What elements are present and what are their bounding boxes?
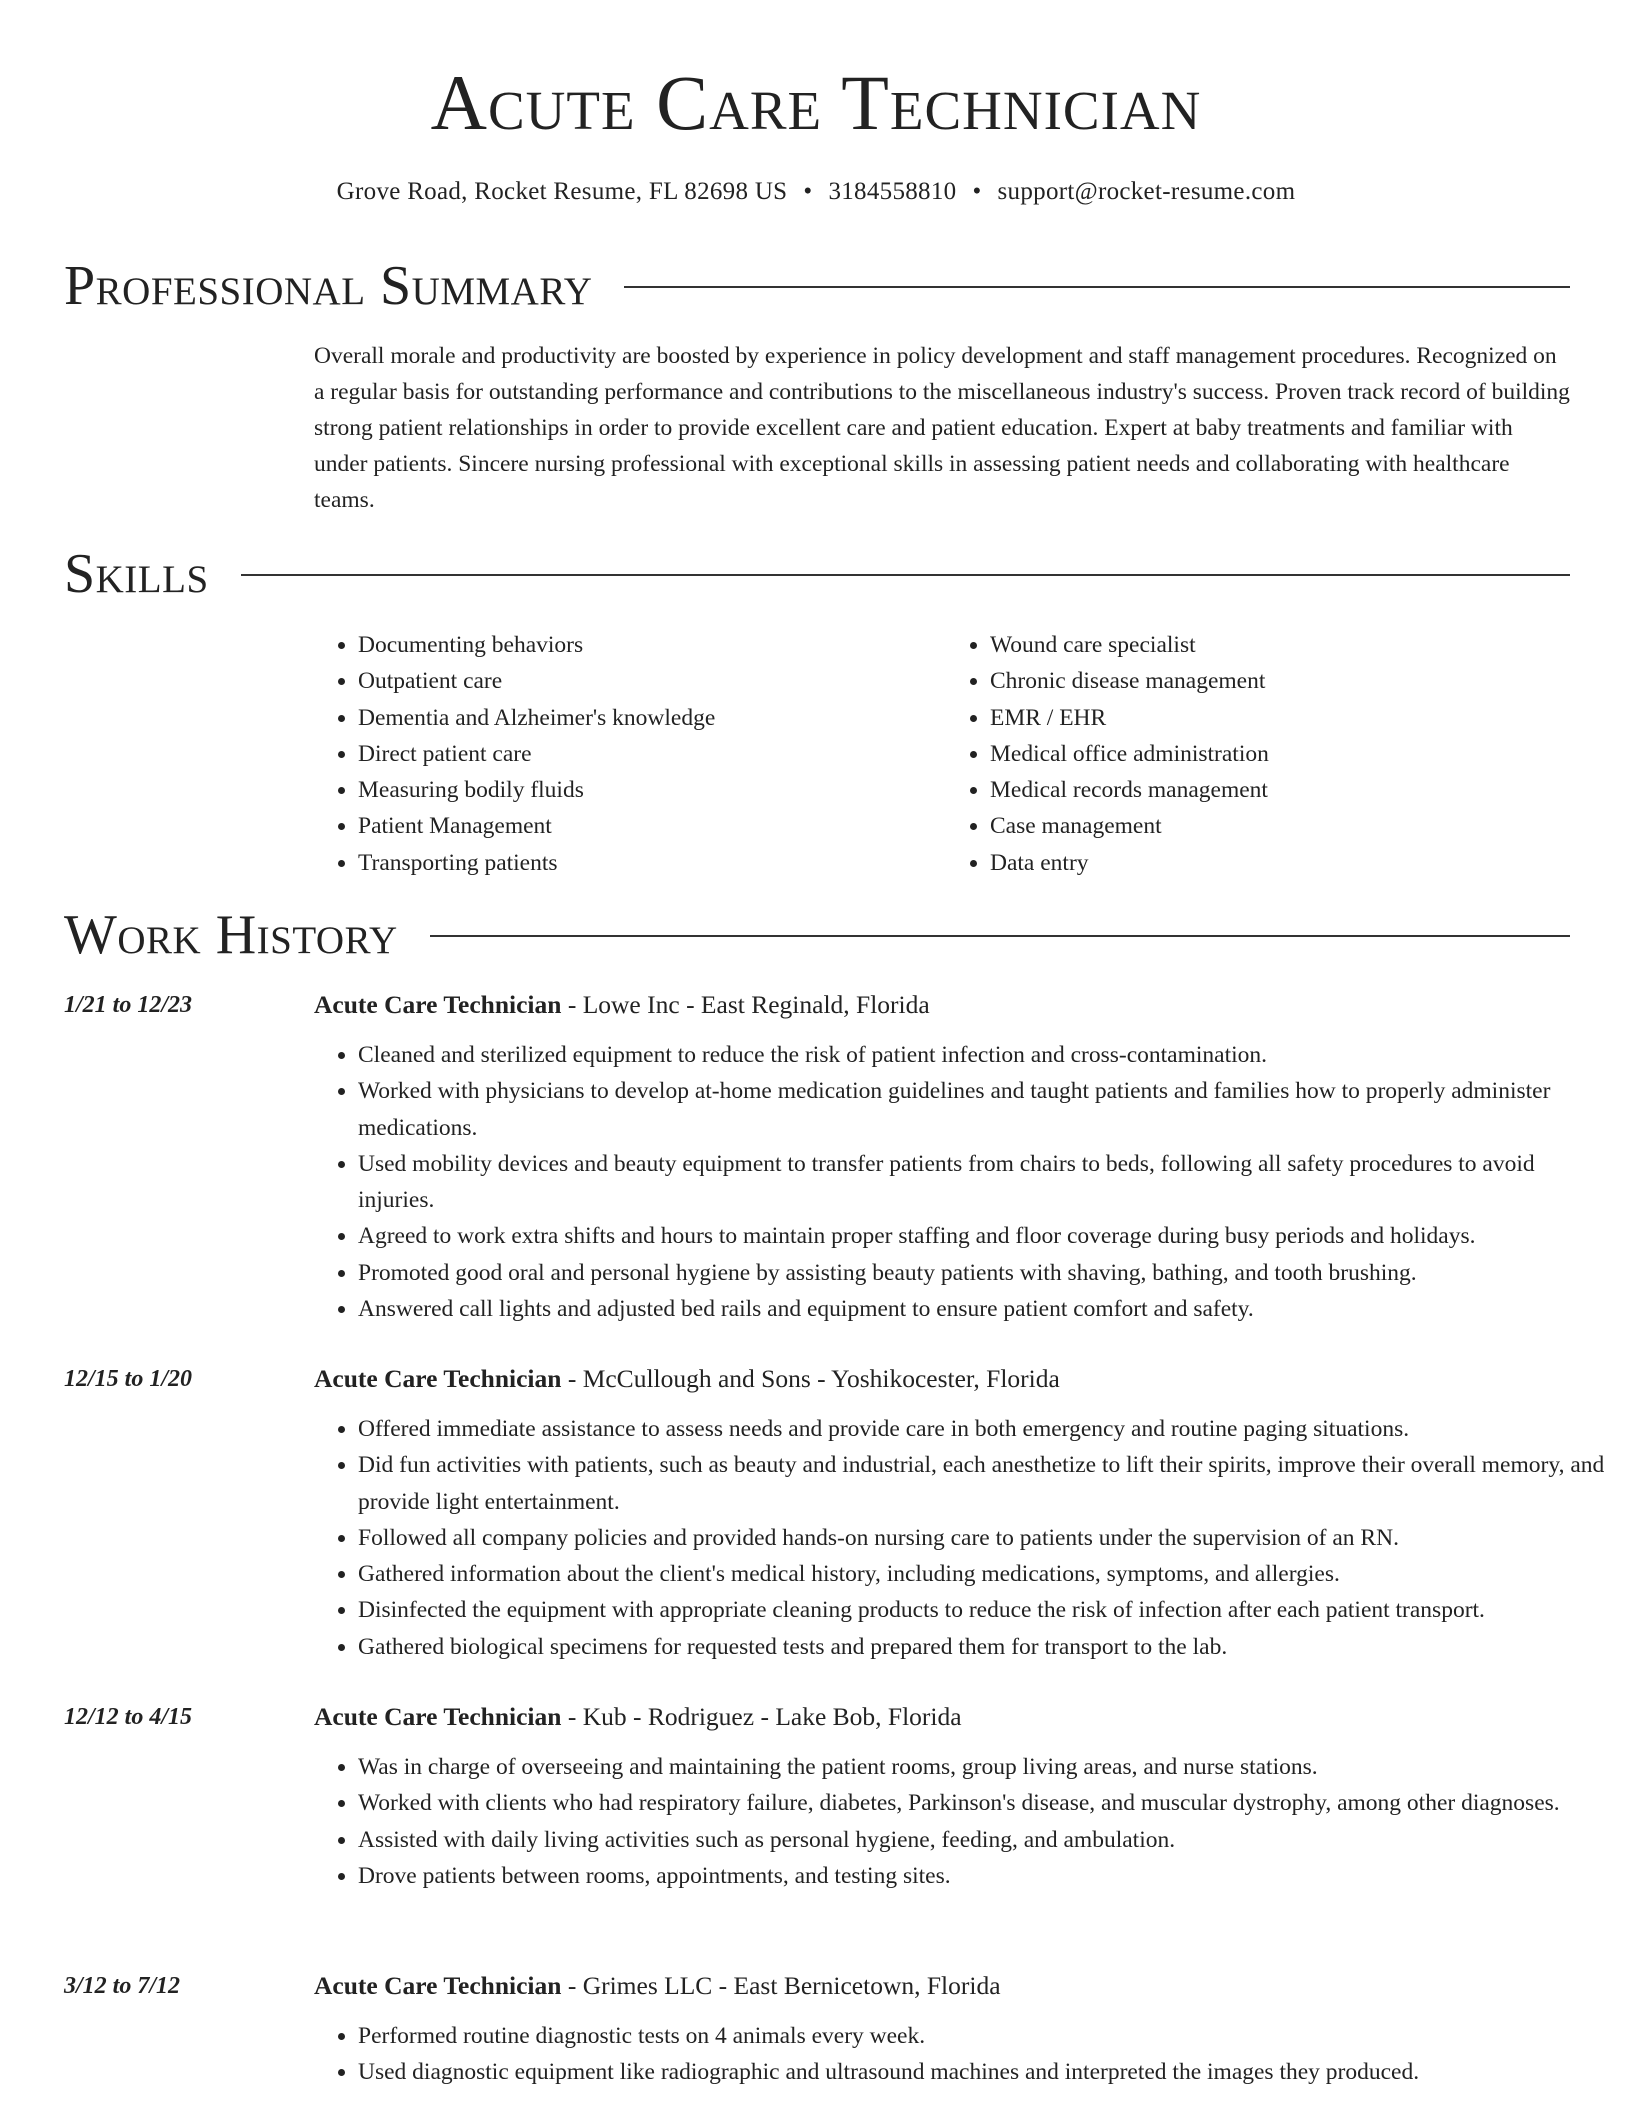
job-dates: 1/21 to 12/23 [64,992,193,1018]
skill-item: • Data entry [990,845,1562,881]
contact-email: support@rocket-resume.com [997,178,1296,205]
job-bullets [314,2018,1614,2091]
job-bullet: • Answered call lights and adjusted bed rails and equipment to ensure patient comfort and safety. [358,1291,1614,1327]
job-bullet: • Disinfected the equipment with appropriate cleaning products to reduce the risk of infection after each patient transport. [358,1592,1614,1628]
contact-separator: • [803,178,813,205]
job-title: Acute Care Technician [314,1702,562,1731]
skill-item: • Chronic disease management [990,663,1562,699]
resume-name: Acute Care Technician [430,59,1202,146]
skill-item: • Measuring bodily fluids [358,772,930,808]
summary-section-header [64,251,1570,321]
job-bullet: • Was in charge of overseeing and maintaining the patient rooms, group living areas, and nurse stations. [358,1749,1614,1785]
job-bullet: • Offered immediate assistance to assess needs and provide care in both emergency and routine paging situations. [358,1411,1614,1447]
job-bullet: • Assisted with daily living activities such as personal hygiene, feeding, and ambulation. [358,1822,1614,1858]
contact-address: Grove Road, Rocket Resume, FL 82698 US [336,178,788,205]
job-bullet: • Worked with physicians to develop at-home medication guidelines and taught patients and families how to properly administer medications. [358,1073,1614,1146]
skill-item: • Medical records management [990,772,1562,808]
section-divider [430,935,1570,937]
skill-item: • Outpatient care [358,663,930,699]
job-bullet: • Gathered information about the client's medical history, including medications, symptoms, and allergies. [358,1556,1614,1592]
job-title: Acute Care Technician [314,990,562,1019]
skill-item: • Transporting patients [358,845,930,881]
job-dates: 3/12 to 7/12 [64,1973,181,1999]
contact-phone: 3184558810 [828,178,957,205]
skill-item: • Case management [990,808,1562,844]
section-divider [624,286,1570,288]
skill-item: • Documenting behaviors [358,627,930,663]
job-heading [314,985,930,1025]
skill-item: • Dementia and Alzheimer's knowledge [358,700,930,736]
section-title-work: Work History [64,904,398,966]
job-heading [314,1697,962,1737]
job-dates: 12/15 to 1/20 [64,1366,193,1392]
skill-item: • Medical office administration [990,736,1562,772]
skills-column-right [930,627,1562,881]
job-bullet: • Did fun activities with patients, such as beauty and industrial, each anesthetize to lift their spirits, improve their overall memory, and provide light entertainment. [358,1447,1614,1520]
contact-line [0,172,1632,212]
skill-item: • Direct patient care [358,736,930,772]
job-bullet: • Agreed to work extra shifts and hours to maintain proper staffing and floor coverage during busy periods and holidays. [358,1218,1614,1254]
skills-list [314,627,1570,881]
job-bullet: • Promoted good oral and personal hygiene by assisting beauty patients with shaving, bathing, and tooth brushing. [358,1255,1614,1291]
skill-item: • Wound care specialist [990,627,1562,663]
job-bullet: • Cleaned and sterilized equipment to reduce the risk of patient infection and cross-contamination. [358,1037,1614,1073]
job-details: - Lowe Inc - East Reginald, Florida [561,990,930,1019]
skills-section-header [64,539,1570,609]
section-title-summary: Professional Summary [64,255,593,317]
job-dates: 12/12 to 4/15 [64,1704,193,1730]
job-bullets [314,1411,1614,1665]
job-bullets [314,1037,1614,1327]
skills-column-left [314,627,930,881]
job-details: - Kub - Rodriguez - Lake Bob, Florida [561,1702,962,1731]
job-bullet: • Worked with clients who had respiratory failure, diabetes, Parkinson's disease, and muscular dystrophy, among other diagnoses. [358,1785,1614,1821]
job-bullet: • Followed all company policies and provided hands-on nursing care to patients under the supervision of an RN. [358,1520,1614,1556]
job-bullets [314,1749,1614,1894]
job-heading [314,1966,1001,2006]
section-divider [241,574,1570,576]
skill-item: • EMR / EHR [990,700,1562,736]
job-details: - McCullough and Sons - Yoshikocester, Florida [561,1364,1060,1393]
contact-separator: • [972,178,982,205]
job-bullet: • Drove patients between rooms, appointments, and testing sites. [358,1858,1614,1894]
summary-text: Overall morale and productivity are boosted by experience in policy development and staff management procedures. Recognized on a regular basis for outstanding performance and contributions to the miscellaneous industry's success. Proven track record of building strong patient relationships in order to provide excellent care and patient education. Expert at baby treatments and familiar with under patients. Sincere nursing professional with exceptional skills in assessing patient needs and collaborating with healthcare teams. [314,343,1570,513]
work-section-header [64,900,1570,970]
skill-item: • Patient Management [358,808,930,844]
section-title-skills: Skills [64,543,209,605]
job-title: Acute Care Technician [314,1364,562,1393]
job-bullet: • Gathered biological specimens for requested tests and prepared them for transport to the lab. [358,1629,1614,1665]
job-bullet: • Performed routine diagnostic tests on 4 animals every week. [358,2018,1614,2054]
job-details: - Grimes LLC - East Bernicetown, Florida [561,1971,1001,2000]
job-title: Acute Care Technician [314,1971,562,2000]
job-heading [314,1359,1060,1399]
job-bullet: • Used mobility devices and beauty equipment to transfer patients from chairs to beds, following all safety procedures to avoid injuries. [358,1146,1614,1219]
job-bullet: • Used diagnostic equipment like radiographic and ultrasound machines and interpreted the images they produced. [358,2054,1614,2090]
